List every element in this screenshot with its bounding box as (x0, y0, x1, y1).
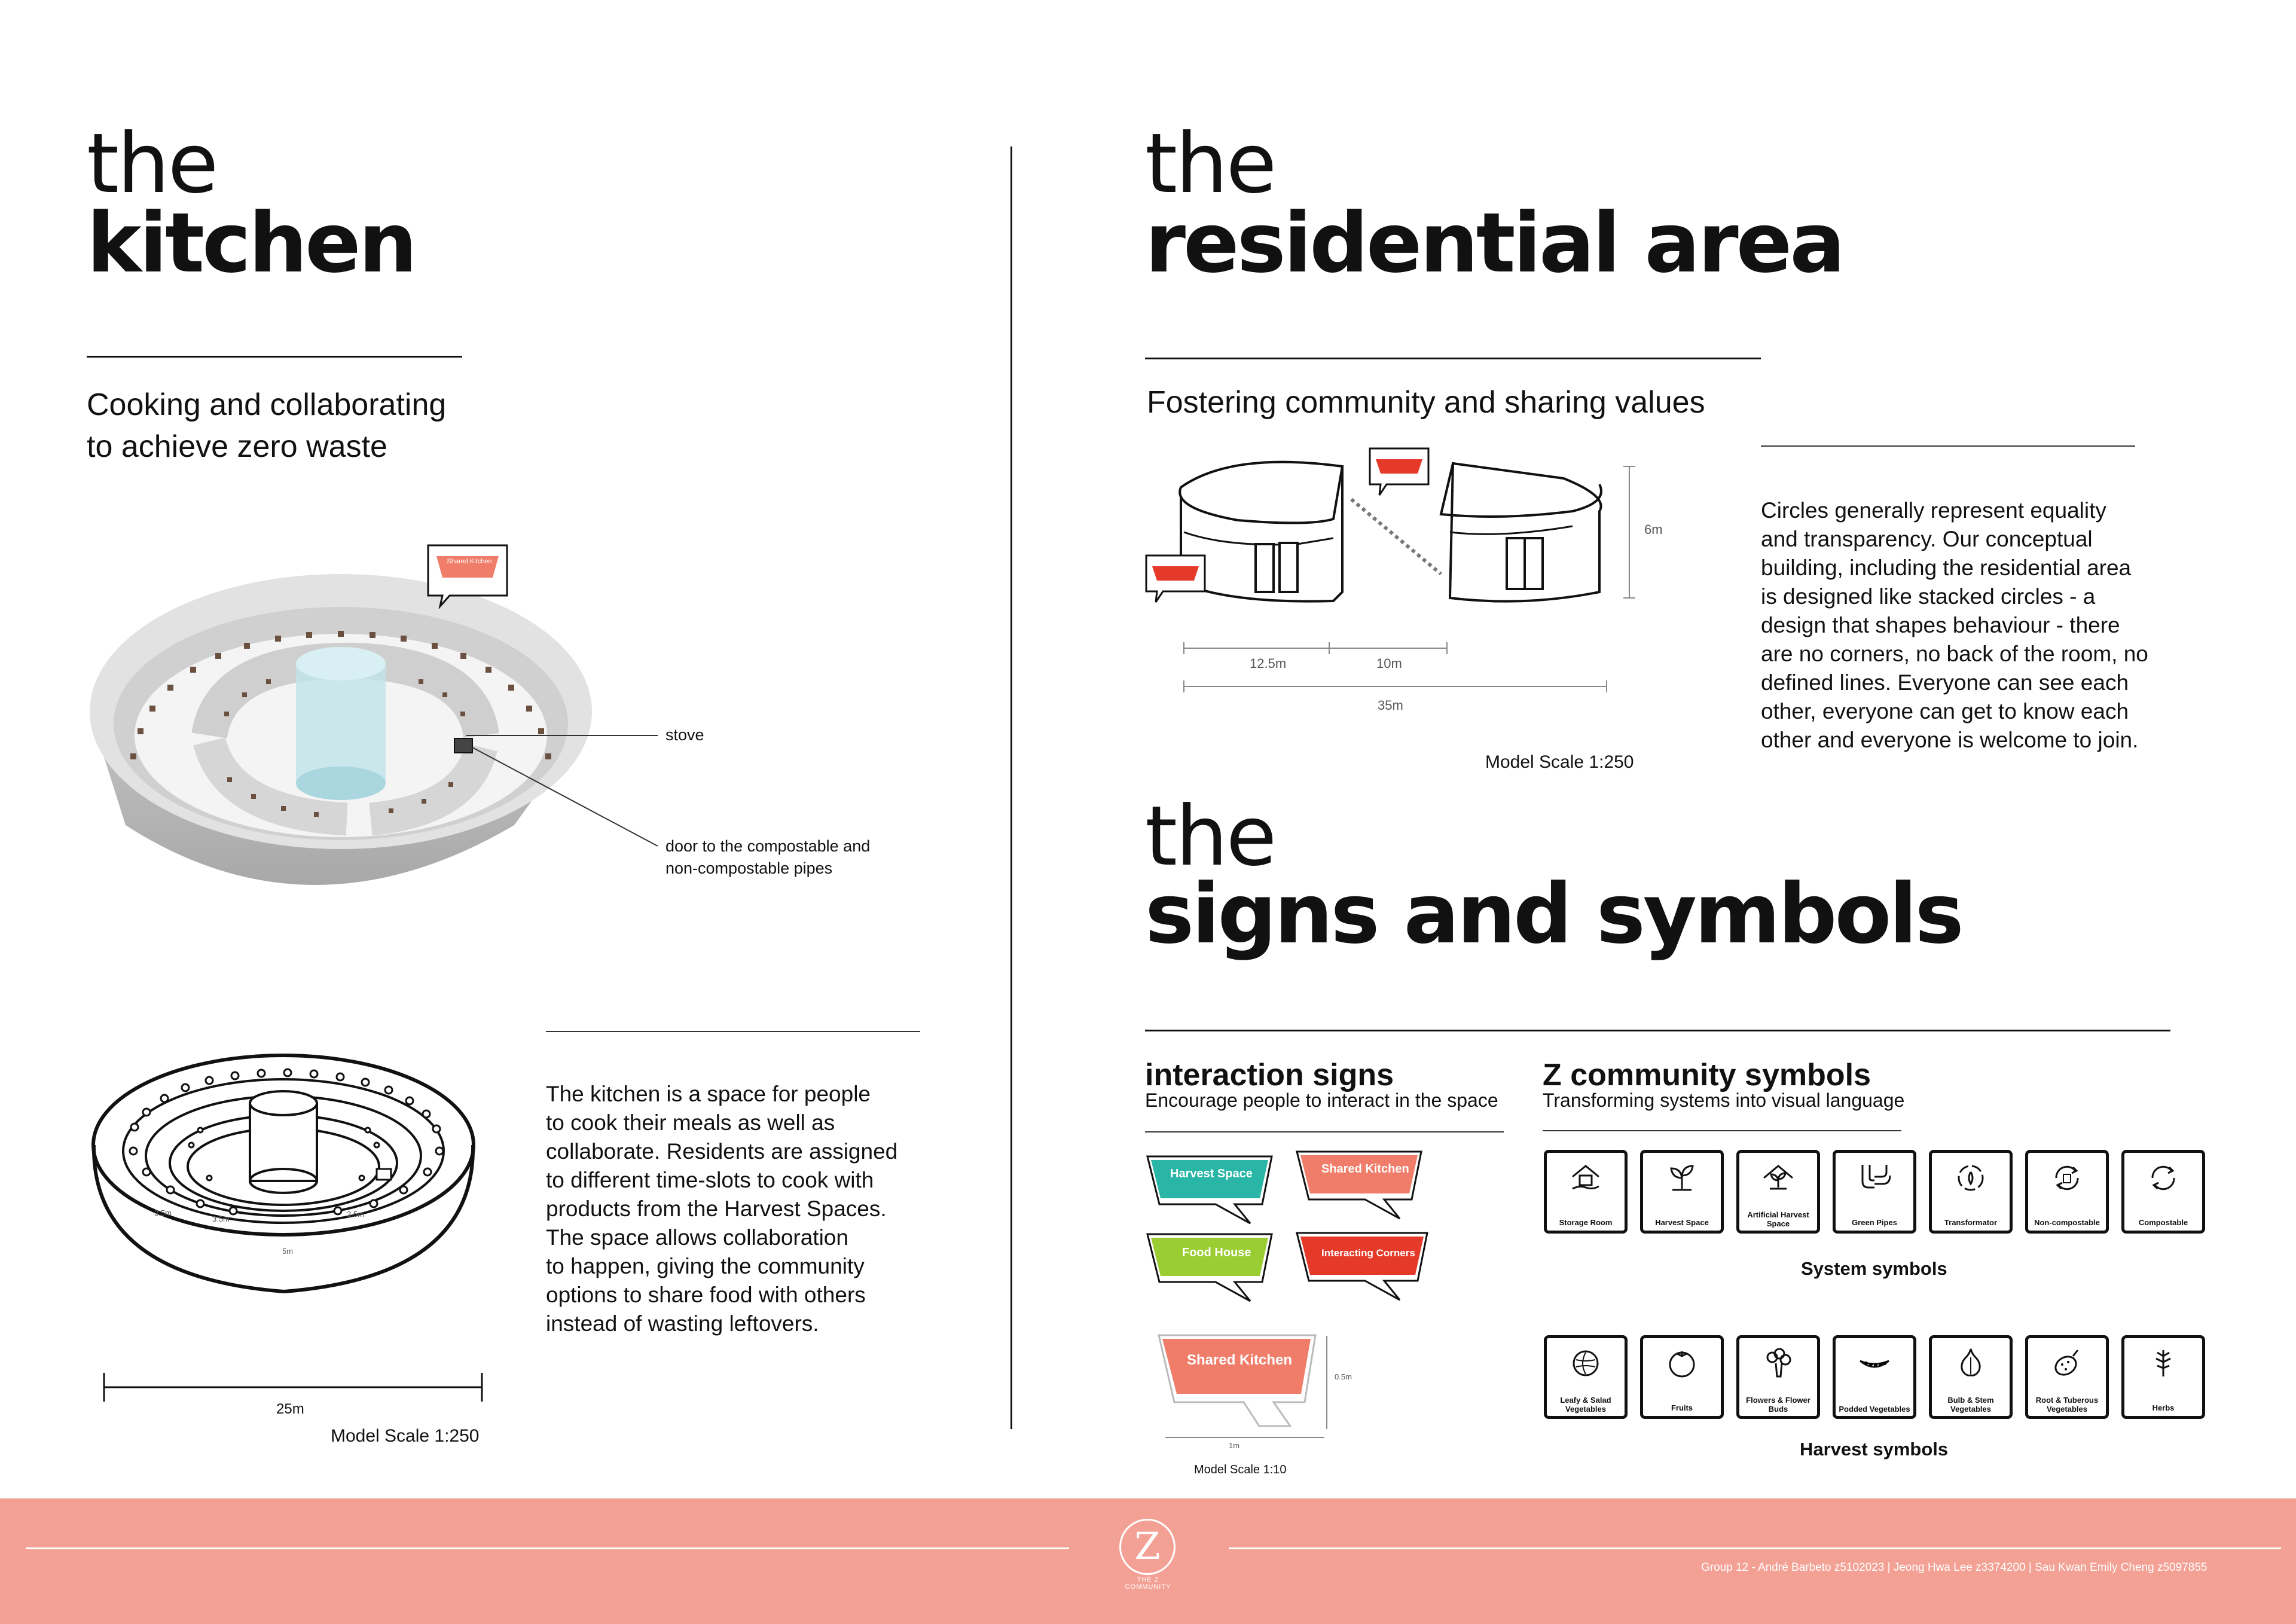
symbol-non-compostable: Non-compostable (2025, 1150, 2109, 1234)
big-sign-scale: Model Scale 1:10 (1194, 1463, 1287, 1476)
symbol-compostable: Compostable (2121, 1150, 2205, 1234)
kitchen-dim-3-5-c: 3.5m (347, 1210, 364, 1219)
callout-stove: stove (665, 726, 704, 744)
big-sign-dim-width (1163, 1429, 1342, 1447)
community-symbols-title: Z community symbols (1543, 1058, 1871, 1092)
logo-circle (1119, 1519, 1176, 1575)
kitchen-title: kitchen (87, 195, 415, 291)
symbol-fruits: Fruits (1640, 1335, 1724, 1419)
kitchen-the: the (87, 115, 217, 212)
symbol-herbs: Herbs (2121, 1335, 2205, 1419)
kitchen-subtitle-2: to achieve zero waste (87, 429, 387, 464)
kitchen-dim-3-5-b: 3.5m (212, 1214, 230, 1223)
residential-body: Circles generally represent equality and transparency. Our conceptual building, including the residential area is designed like stacked circles - a design that shapes behaviour - there are no corners, no back of the room, no defined lines. Everyone can see each other, everyone can get to know each other and everyone is welcome to join. (1761, 498, 2148, 752)
residential-subtitle: Fostering community and sharing values (1147, 385, 1705, 420)
peapod-icon (1857, 1345, 1892, 1381)
interaction-signs-title: interaction signs (1145, 1058, 1394, 1092)
symbol-root-tuberous: Root & Tuberous Vegetables (2025, 1335, 2109, 1419)
house-sprout-icon (1760, 1160, 1796, 1196)
residential-title-rule (1145, 358, 1761, 359)
callout-door-1: door to the compostable and (665, 837, 871, 855)
signs-title-rule (1145, 1030, 2170, 1031)
res-dim-6: 6m (1644, 522, 1663, 537)
res-dim-10: 10m (1376, 656, 1402, 671)
residential-speech-sign-2 (1144, 553, 1207, 605)
community-rule (1543, 1130, 1901, 1131)
symbol-storage-room: Storage Room (1544, 1150, 1628, 1234)
logo-text: THE Z COMMUNITY (1125, 1576, 1171, 1591)
symbol-flowers-buds: Flowers & Flower Buds (1736, 1335, 1820, 1419)
harvest-symbols-caption: Harvest symbols (1800, 1439, 1949, 1460)
potato-icon (2049, 1345, 2085, 1381)
sign-card-shared-kitchen: Shared Kitchen (1294, 1149, 1426, 1224)
sign-card-interacting-corners: Interacting Corners (1294, 1231, 1432, 1305)
kitchen-subtitle-1: Cooking and collaborating (87, 387, 447, 422)
sign-card-food-house: Food House (1145, 1232, 1277, 1306)
cabbage-icon (1568, 1345, 1604, 1381)
system-symbols-caption: System symbols (1801, 1258, 1947, 1279)
kitchen-dim-line-25m (102, 1369, 484, 1405)
interaction-rule (1145, 1131, 1504, 1132)
kitchen-title-rule (87, 356, 462, 358)
sprout-icon (1664, 1160, 1700, 1196)
sign-card-harvest-space: Harvest Space (1145, 1154, 1277, 1229)
footer-band (0, 1498, 2296, 1624)
footer-credits: Group 12 - André Barbeto z5102023 | Jeong Hwa Lee z3374200 | Sau Kwan Emily Cheng z5097855 (1701, 1561, 2208, 1574)
column-divider (1010, 146, 1012, 1429)
transform-cycle-icon (1953, 1160, 1989, 1196)
residential-body-rule (1761, 445, 2135, 447)
symbol-green-pipes: Green Pipes (1833, 1150, 1916, 1234)
callout-door-2: non-compostable pipes (665, 859, 833, 877)
logo-letter: Z (1134, 1524, 1161, 1568)
storage-box-icon (1568, 1160, 1604, 1196)
community-symbols-sub: Transforming systems into visual language (1543, 1089, 1905, 1111)
big-shared-kitchen-sign: Shared Kitchen (1154, 1330, 1327, 1435)
big-sign-dim-height (1318, 1333, 1336, 1435)
symbol-artificial-harvest-space: Artificial Harvest Space (1736, 1150, 1820, 1234)
kitchen-line-drawing (87, 1049, 481, 1312)
big-sign-dim-w: 1m (1229, 1441, 1240, 1450)
kitchen-body: The kitchen is a space for people to cook their meals as well as collaborate. Residents are assigned to different time-slots to cook with products from the Harvest Spaces. The space allows collaboration to happen, giving the community options to share food with others instead of wasting leftovers. (546, 1082, 898, 1336)
footer-rule-right (1229, 1547, 2281, 1549)
kitchen-scale: Model Scale 1:250 (331, 1426, 480, 1446)
signs-title: signs and symbols (1145, 866, 1962, 962)
footer-rule-left (26, 1547, 1069, 1549)
symbol-podded-vegetables: Podded Vegetables (1833, 1335, 1916, 1419)
res-dim-12-5: 12.5m (1250, 656, 1287, 671)
herb-icon (2145, 1345, 2181, 1381)
kitchen-body-rule (546, 1031, 920, 1032)
signs-the: the (1145, 788, 1275, 884)
kitchen-dim-3-5-a: 3.5m (154, 1208, 172, 1217)
interaction-signs-sub: Encourage people to interact in the space (1145, 1089, 1498, 1111)
garlic-icon (1953, 1345, 1989, 1381)
symbol-bulb-stem: Bulb & Stem Vegetables (1929, 1335, 2013, 1419)
kitchen-speech-sign (426, 543, 509, 609)
compost-cycle-icon (2145, 1160, 2181, 1196)
tomato-icon (1664, 1345, 1700, 1381)
kitchen-dim-25m: 25m (276, 1401, 304, 1417)
broccoli-icon (1760, 1345, 1796, 1381)
res-dim-35: 35m (1378, 698, 1403, 713)
kitchen-dim-5m: 5m (282, 1247, 294, 1256)
symbol-transformator: Transformator (1929, 1150, 2013, 1234)
symbol-harvest-space: Harvest Space (1640, 1150, 1724, 1234)
residential-scale: Model Scale 1:250 (1485, 752, 1634, 772)
recycle-bin-icon (2049, 1160, 2085, 1196)
residential-title: residential area (1145, 195, 1843, 291)
pipe-icon (1857, 1160, 1892, 1196)
big-sign-dim-h: 0.5m (1335, 1372, 1352, 1381)
residential-the: the (1145, 115, 1275, 212)
symbol-leafy-salad: Leafy & Salad Vegetables (1544, 1335, 1628, 1419)
kitchen-speech-sign-label: Shared Kitchen (447, 558, 492, 565)
kitchen-callout-lines (466, 729, 670, 861)
residential-speech-sign-1 (1367, 446, 1431, 497)
